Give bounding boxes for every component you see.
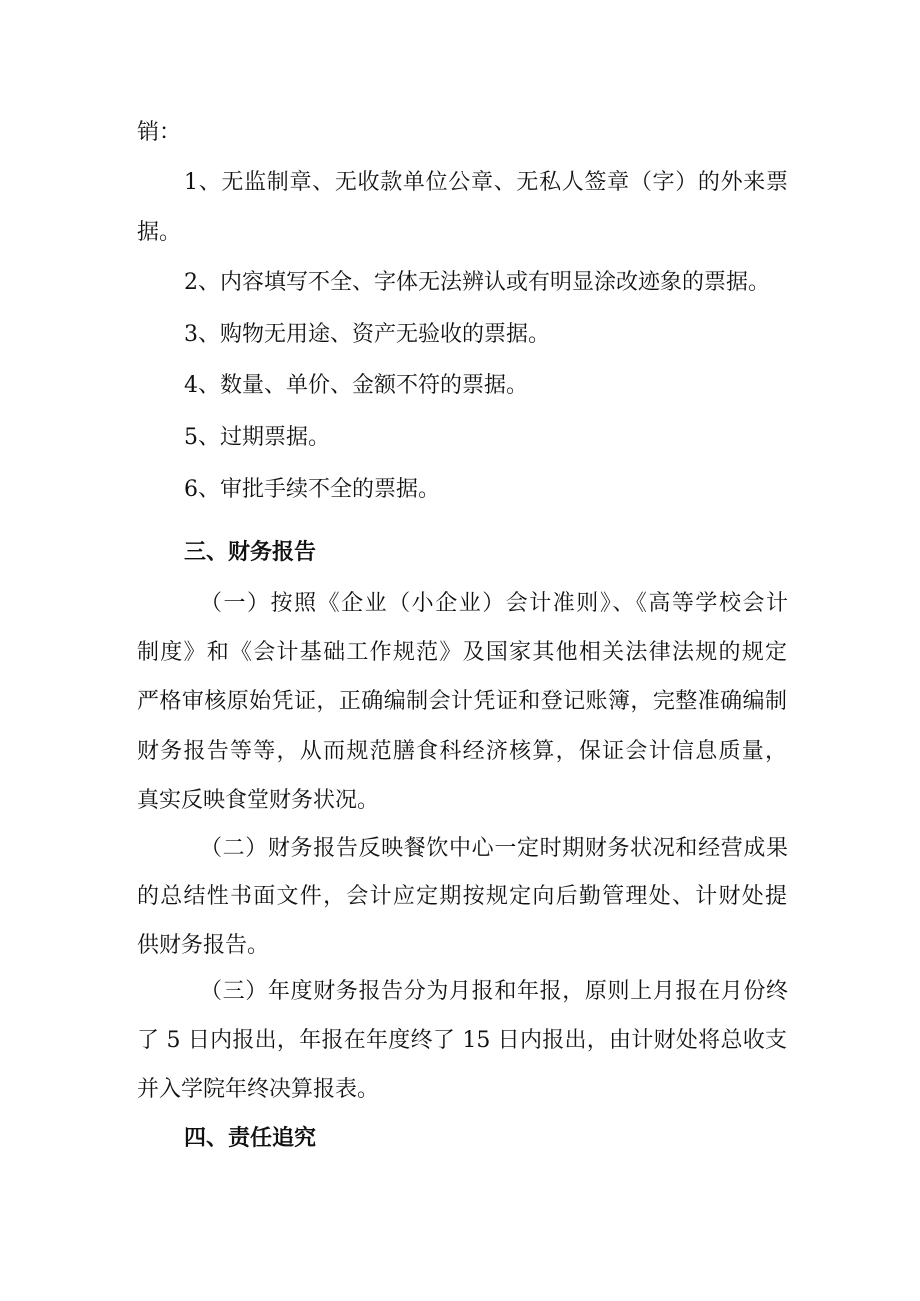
report-para2-line3: 供财务报告。 [137,933,270,958]
invalid-receipt-item-2: 2、内容填写不全、字体无法辨认或有明显涂改迹象的票据。 [184,270,770,295]
report-para3-line2: 了 5 日内报出，年报在年度终了 15 日内报出，由计财处将总收支 [137,1028,787,1053]
report-para2-line1: （二）财务报告反映餐饮中心一定时期财务状况和经营成果 [200,836,788,861]
invalid-receipt-item-6: 6、审批手续不全的票据。 [184,477,440,502]
report-para1-line4: 财务报告等等，从而规范膳食科经济核算，保证会计信息质量， [137,739,787,764]
invalid-receipt-item-1-cont: 据。 [137,220,182,245]
section-heading-accountability: 四、责任追究 [184,1126,317,1151]
report-para1-line1: （一）按照《企业（小企业）会计准则》、《高等学校会计 [200,591,788,616]
report-para1-line3: 严格审核原始凭证，正确编制会计凭证和登记账簿，完整准确编制 [137,689,787,714]
report-para3-line3: 并入学院年终决算报表。 [137,1077,380,1102]
report-para3-line1: （三）年度财务报告分为月报和年报，原则上月报在月份终 [200,979,788,1004]
intro-tail: 销： [137,120,182,145]
invalid-receipt-item-3: 3、购物无用途、资产无验收的票据。 [184,322,550,347]
invalid-receipt-item-4: 4、数量、单价、金额不符的票据。 [184,373,528,398]
report-para1-line2: 制度》和《会计基础工作规范》及国家其他相关法律法规的规定 [137,640,787,665]
report-para2-line2: 的总结性书面文件，会计应定期按规定向后勤管理处、计财处提 [137,884,787,909]
invalid-receipt-item-1: 1、无监制章、无收款单位公章、无私人签章（字）的外来票 [184,170,788,195]
invalid-receipt-item-5: 5、过期票据。 [184,425,330,450]
report-para1-line5: 真实反映食堂财务状况。 [137,788,380,813]
section-heading-financial-report: 三、财务报告 [184,540,317,565]
